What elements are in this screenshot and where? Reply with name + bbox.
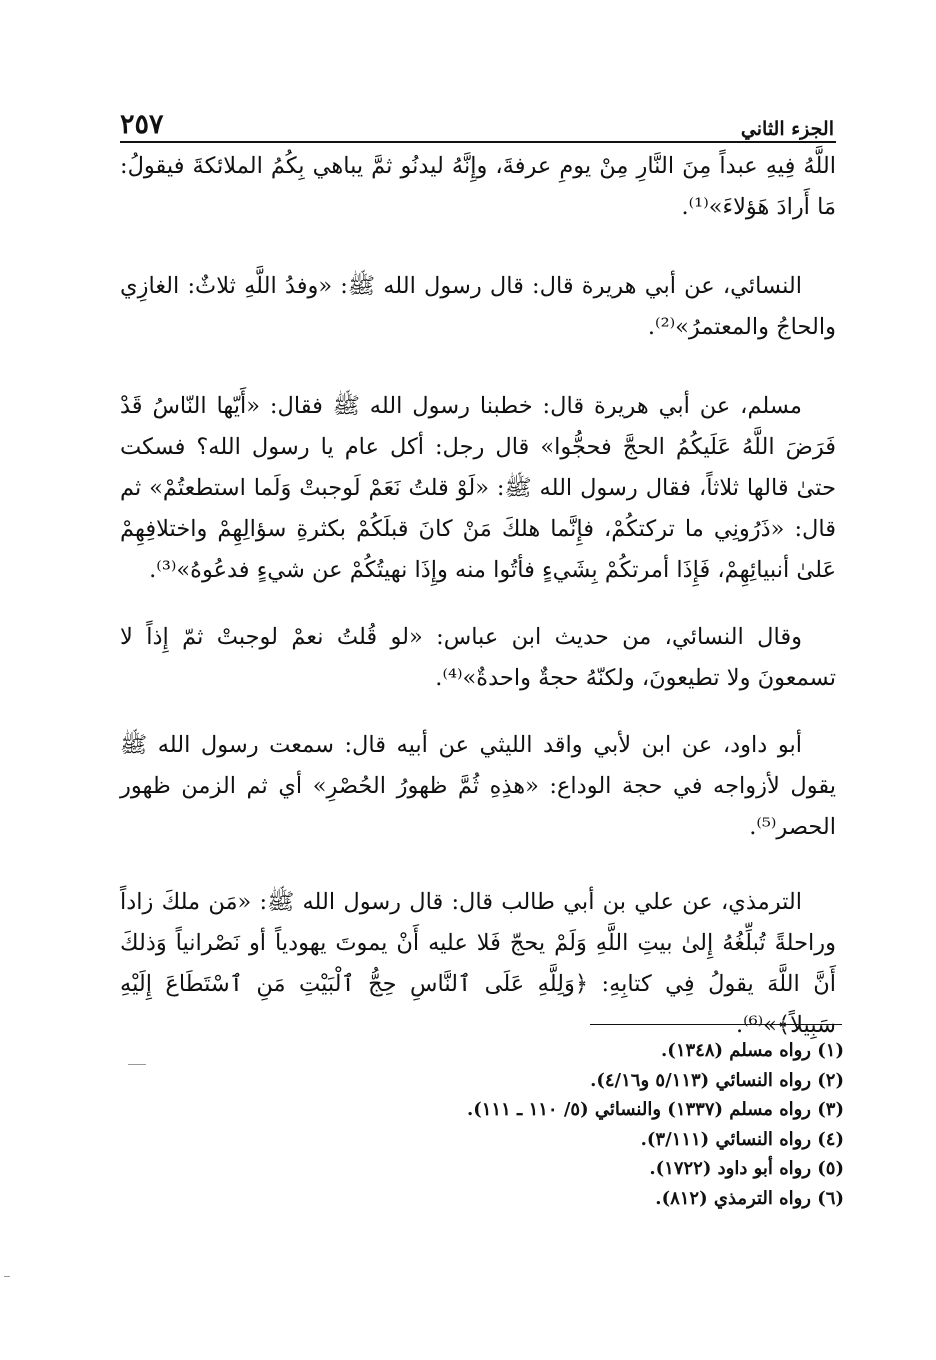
- scan-speck: [128, 1064, 146, 1065]
- footnote-separator: [590, 1024, 842, 1025]
- paragraph-continuation: اللَّهُ فِيهِ عبداً مِنَ النَّارِ مِنْ يومِ عرفةَ، وإِنَّهُ ليدنُو ثمَّ يباهي بِكُمُ الملائكةَ فيقولُ: مَا أَرادَ هَؤلاءَ»⁽¹⁾.: [120, 153, 836, 220]
- page-header: [120, 96, 836, 140]
- footnote-5: (٥) رواه أبو داود (١٧٢٢).: [649, 1158, 844, 1179]
- header-rule: [120, 141, 836, 143]
- paragraph-hadith-tirmidhi: الترمذي، عن علي بن أبي طالب قال: قال رسول الله ﷺ: «مَن ملكَ زاداً وراحلةً تُبلِّغُهُ إِلىٰ بيتِ اللَّهِ وَلَمْ يحجّ فَلا عليه أَنْ يموتَ يهودياً أو نَصْرانياً وَذلكَ أَنَّ اللَّهَ يقولُ فِي كتابِهِ: ﴿وَلِلَّهِ عَلَى ٱلنَّاسِ حِجُّ ٱلْبَيْتِ مَنِ ٱسْتَطَاعَ إِلَيْهِ سَبِيلاً﴾»⁽⁶⁾.: [120, 889, 836, 1038]
- paragraph-hadith-nasai-ibn-abbas: وقال النسائي، من حديث ابن عباس: «لو قُلتُ نعمْ لوجبتْ ثمّ إِذاً لا تسمعونَ ولا تطيعونَ، ولكنّهُ حجةٌ واحدةٌ»⁽⁴⁾.: [120, 624, 836, 691]
- footnote-3: (٣) رواه مسلم (١٣٣٧) والنسائي (٥/ ١١٠ ـ ١١١).: [466, 1099, 844, 1120]
- footnote-6: (٦) رواه الترمذي (٨١٢).: [655, 1187, 844, 1209]
- page-number: ٢٥٧: [120, 109, 164, 140]
- footnote-4: (٤) رواه النسائي (٣/١١١).: [640, 1128, 844, 1150]
- paragraph-hadith-nasai-wafd: النسائي، عن أبي هريرة قال: قال رسول الله ﷺ: «وفدُ اللَّهِ ثلاثٌ: الغازِي والحاجُ والمعتمرُ»⁽²⁾.: [120, 273, 836, 340]
- scan-speck: [4, 1276, 10, 1277]
- running-head: الجزء الثاني: [740, 118, 834, 140]
- paragraph-hadith-abu-dawud: أبو داود، عن ابن لأبي واقد الليثي عن أبيه قال: سمعت رسول الله ﷺ يقول لأزواجه في حجة الوداع: «هذِهِ ثُمَّ ظهورُ الحُصْرِ» أي ثم الزمن ظهور الحصر⁽⁵⁾.: [120, 732, 836, 840]
- footnote-2: (٢) رواه النسائي (٥/١١٣ و٤/١٦).: [590, 1069, 844, 1091]
- paragraph-hadith-muslim: مسلم، عن أبي هريرة قال: خطبنا رسول الله ﷺ فقال: «أَيّها النّاسُ قَدْ فَرَضَ اللَّهُ عَلَيكُمُ الحجَّ فحجُّوا» قال رجل: أكل عام يا رسول الله؟ فسكت حتىٰ قالها ثلاثاً، فقال رسول الله ﷺ: «لَوْ قلتُ نَعَمْ لَوجبتْ وَلَما استطعتُمْ» ثم قال: «ذَرُونِي ما تركتكُمْ، فإِنَّما هلكَ مَنْ كانَ قبلَكُمْ بكثرةِ سؤالِهِمْ واختلافِهِمْ عَلىٰ أنبيائِهِمْ، فَإِذَا أمرتكُمْ بِشَيءٍ فأتُوا منه وإِذَا نهيتُكُمْ عن شيءٍ فدعُوهُ»⁽³⁾.: [120, 393, 836, 583]
- main-text: [120, 146, 836, 1046]
- footnotes: [124, 1036, 844, 1213]
- footnote-1: (١) رواه مسلم (١٣٤٨).: [661, 1040, 844, 1061]
